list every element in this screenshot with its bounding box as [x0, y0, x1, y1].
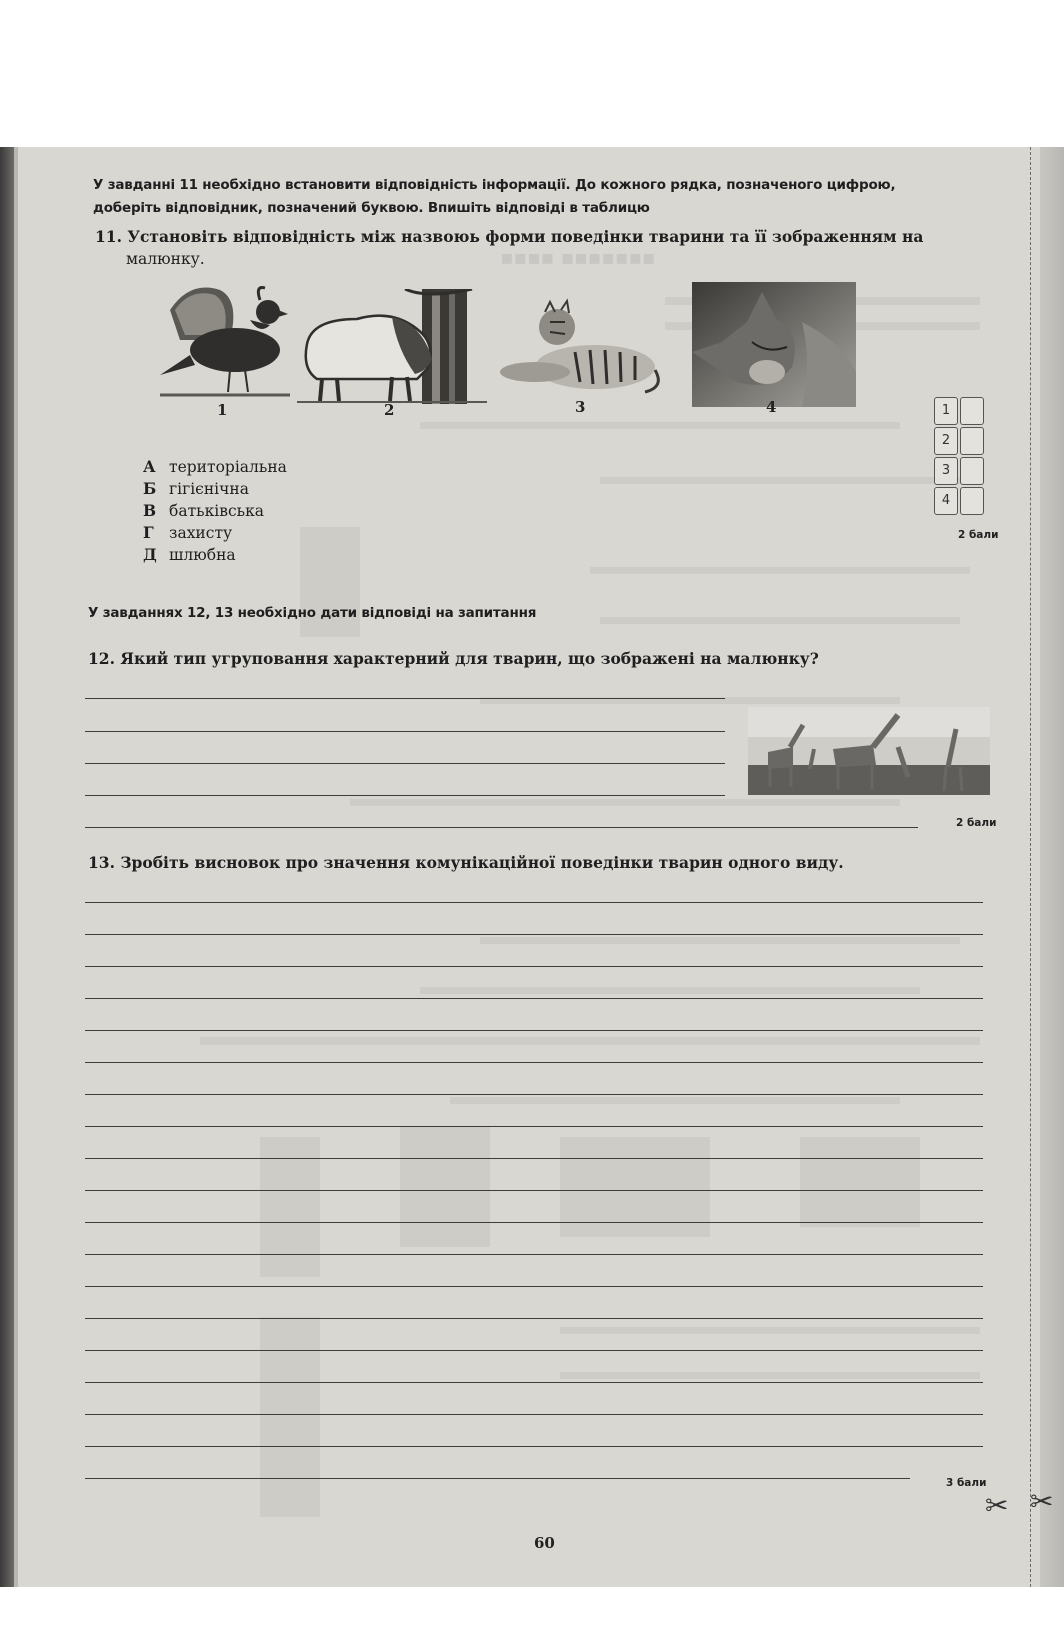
answer-row-1: [934, 397, 986, 425]
answer-line-12-2[interactable]: [85, 731, 725, 732]
answer-line-13-17[interactable]: [85, 1414, 983, 1415]
cut-line: [1030, 147, 1031, 1587]
question-11-text: 11. Установіть відповідність між назвоюь форми поведінки тварини та її зображенням на: [95, 227, 924, 246]
answer-row-4: [934, 487, 986, 515]
option-b-letter: Б: [143, 479, 157, 498]
answer-line-13-2[interactable]: [85, 934, 983, 935]
background-bottom: [0, 1588, 1064, 1638]
picture-number-4: 4: [766, 398, 777, 416]
answer-line-13-18[interactable]: [85, 1446, 983, 1447]
task11-instruction-line2: доберіть відповідник, позначений буквою. Впишіть відповіді в таблицю: [93, 200, 650, 216]
answer-line-12-3[interactable]: [85, 763, 725, 764]
answer-row-2-label: 2: [934, 427, 958, 455]
answer-row-2: [934, 427, 986, 455]
answer-row-3: [934, 457, 986, 485]
answer-cell-2[interactable]: [960, 427, 984, 455]
option-d-text: шлюбна: [169, 546, 236, 564]
worksheet-page: ▪▪▪▪ ▪▪▪▪▪▪▪ У завданні 11 необхідно встановити відповідність інформації. До кожного рядка, позначеного цифрою, доберіть відповідник, позначений буквою. Впишіть відповіді в таблицю 11. Установіть відповідність між назвоюь форми поведінки тварини та її зображенням на малюнку. 1 2 3 4 А територіальна Б гігієнічна В батьківська Г захисту Д шлюбна 1 2 3 4 2 бали У завданнях 12, 13 необхідно дати відповіді на запитання 12. Який тип угруповання характерний для тварин, що зображені на малюнку? 2 бали 13. Зробіть висновок про значення комунікаційної поведінки тварин одного виду. 3 бали 60 ✂ ✂: [0, 147, 1064, 1587]
option-v-text: батьківська: [169, 502, 265, 520]
answer-row-1-label: 1: [934, 397, 958, 425]
answer-line-13-15[interactable]: [85, 1350, 983, 1351]
option-g-letter: Г: [143, 523, 154, 542]
option-g-text: захисту: [169, 524, 233, 542]
answer-line-12-5[interactable]: [85, 827, 918, 828]
option-d: [143, 545, 236, 564]
answer-line-12-1[interactable]: [85, 698, 725, 699]
tigers-picture: [495, 292, 665, 402]
answer-line-13-9[interactable]: [85, 1158, 983, 1159]
q13-points: 3 бали: [946, 1477, 987, 1489]
answer-line-13-1[interactable]: [85, 902, 983, 903]
option-b-text: гігієнічна: [169, 480, 249, 498]
answer-line-13-16[interactable]: [85, 1382, 983, 1383]
answer-line-13-4[interactable]: [85, 998, 983, 999]
q11-points: 2 бали: [958, 529, 999, 541]
answer-line-13-14[interactable]: [85, 1318, 983, 1319]
task11-instruction: У завданні 11 необхідно встановити відповідність інформації. До кожного рядка, позначеного цифрою,: [93, 177, 896, 193]
answer-line-13-6[interactable]: [85, 1062, 983, 1063]
option-b: [143, 479, 249, 498]
giraffes-picture: [748, 707, 990, 795]
option-v: [143, 501, 264, 520]
answer-line-13-5[interactable]: [85, 1030, 983, 1031]
option-a-letter: А: [143, 457, 156, 476]
answer-line-13-3[interactable]: [85, 966, 983, 967]
scissors-icon: ✂: [985, 1489, 1009, 1522]
answer-row-3-label: 3: [934, 457, 958, 485]
option-g: [143, 523, 232, 542]
question-13-text: 13. Зробіть висновок про значення комунікаційної поведінки тварин одного виду.: [88, 853, 844, 872]
question-11-text-line2: малюнку.: [126, 250, 205, 268]
option-d-letter: Д: [143, 545, 157, 564]
answer-line-13-10[interactable]: [85, 1190, 983, 1191]
bison-tree-picture: [297, 289, 487, 404]
page-number: 60: [534, 1534, 555, 1552]
answer-cell-1[interactable]: [960, 397, 984, 425]
option-v-letter: В: [143, 501, 157, 520]
q12-points: 2 бали: [956, 817, 997, 829]
answer-line-13-11[interactable]: [85, 1222, 983, 1223]
picture-number-3: 3: [575, 398, 586, 416]
answer-cell-3[interactable]: [960, 457, 984, 485]
answer-line-13-7[interactable]: [85, 1094, 983, 1095]
picture-number-1: 1: [217, 401, 228, 419]
answer-line-13-8[interactable]: [85, 1126, 983, 1127]
task12-13-instruction: У завданнях 12, 13 необхідно дати відповіді на запитання: [88, 605, 537, 621]
page-binding-shadow: [0, 147, 14, 1587]
question-12-text: 12. Який тип угруповання характерний для тварин, що зображені на малюнку?: [88, 649, 819, 668]
page-right-edge: [1040, 147, 1064, 1587]
answer-line-13-13[interactable]: [85, 1286, 983, 1287]
answer-line-13-19[interactable]: [85, 1478, 910, 1479]
scissors-icon: ✂: [1030, 1485, 1054, 1518]
option-a-text: територіальна: [169, 458, 287, 476]
answer-cell-4[interactable]: [960, 487, 984, 515]
page-edge: [14, 147, 18, 1587]
cat-grooming-picture: [692, 282, 856, 407]
option-a: [143, 457, 287, 476]
answer-row-4-label: 4: [934, 487, 958, 515]
answer-line-12-4[interactable]: [85, 795, 725, 796]
picture-number-2: 2: [384, 401, 395, 419]
bird-nest-picture: [160, 280, 290, 400]
answer-line-13-12[interactable]: [85, 1254, 983, 1255]
